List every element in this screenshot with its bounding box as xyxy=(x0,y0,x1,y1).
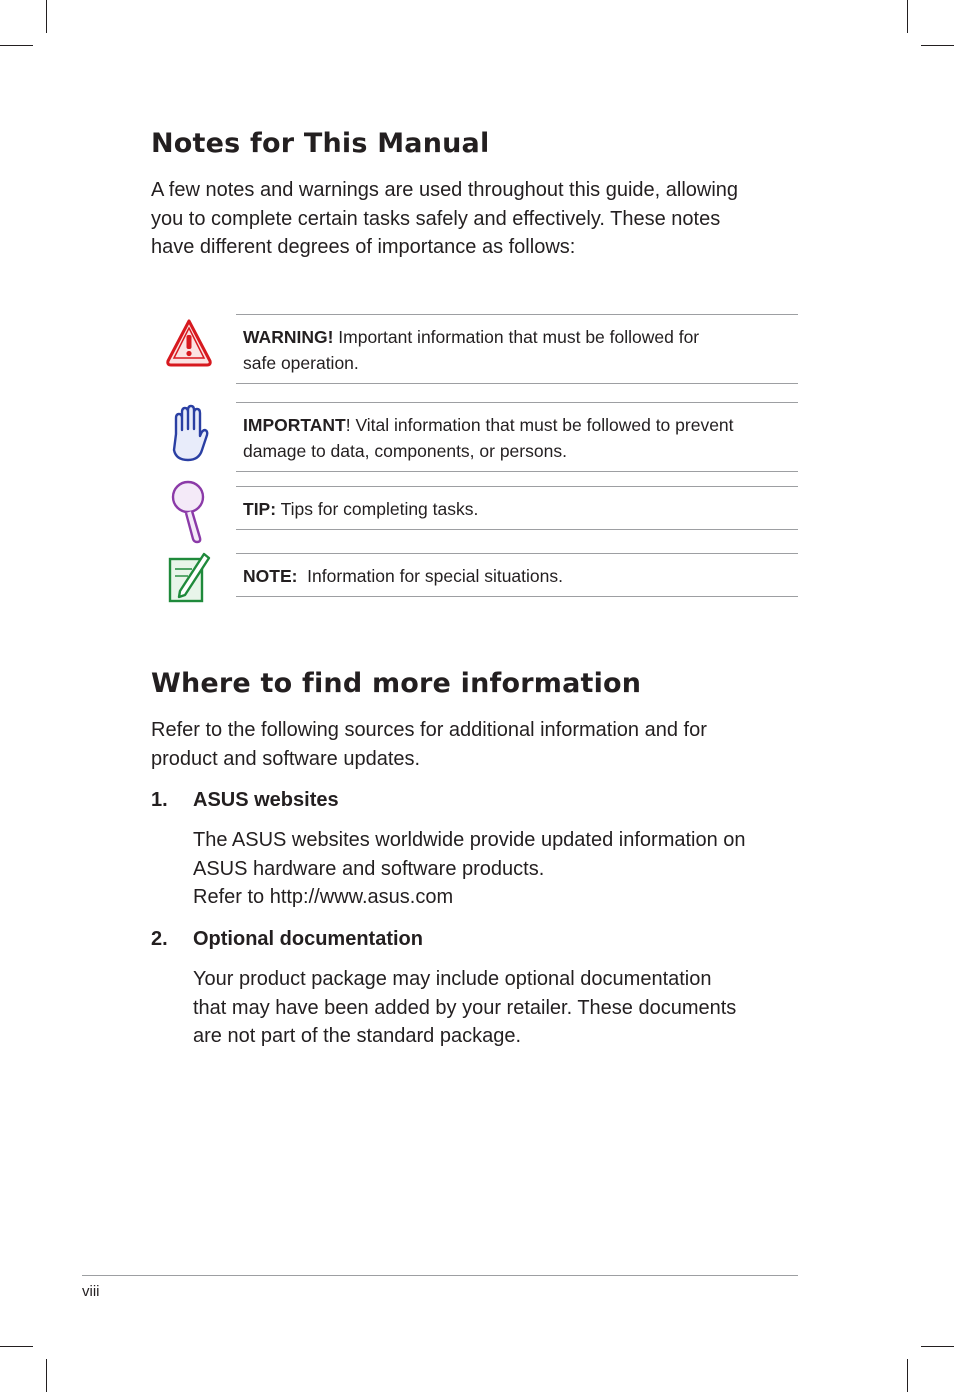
warning-label: WARNING! xyxy=(243,327,334,347)
note-notice xyxy=(150,553,798,597)
divider xyxy=(236,529,798,530)
divider xyxy=(236,553,798,554)
notes-heading: Notes for This Manual xyxy=(151,128,490,159)
crop-mark xyxy=(907,0,908,33)
crop-mark xyxy=(907,1359,908,1392)
asus-website-link[interactable]: Refer to http://www.asus.com xyxy=(193,886,454,908)
crop-mark xyxy=(46,1359,47,1392)
tip-label: TIP: xyxy=(243,499,277,519)
info-intro: Refer to the following sources for additional information and for product and software updates. xyxy=(151,719,707,770)
crop-mark xyxy=(921,45,954,46)
divider xyxy=(236,314,798,315)
warning-triangle-icon xyxy=(164,317,214,374)
important-text: IMPORTANT! Vital information that must be followed to prevent damage to data, components, or persons. xyxy=(243,415,734,461)
crop-mark xyxy=(46,0,47,33)
page-number: viii xyxy=(82,1283,100,1300)
notes-intro: A few notes and warnings are used throughout this guide, allowing you to complete certain tasks safely and effectively. These notes have different degrees of importance as follows: xyxy=(151,179,739,258)
note-text: NOTE: Information for special situations. xyxy=(243,566,563,586)
tip-text: TIP: Tips for completing tasks. xyxy=(243,499,479,519)
note-pen-icon xyxy=(164,551,214,610)
crop-mark xyxy=(0,1346,33,1347)
magnifier-icon xyxy=(164,478,214,549)
stop-hand-icon xyxy=(164,404,214,469)
list-item-body: Your product package may include optional documentation that may have been added by your retailer. These documents are not part of the standard package. xyxy=(193,968,737,1047)
divider xyxy=(236,383,798,384)
crop-mark xyxy=(0,45,33,46)
note-label: NOTE: xyxy=(243,566,298,586)
divider xyxy=(236,486,798,487)
list-item-number: 2. xyxy=(151,928,168,950)
important-notice xyxy=(150,402,798,472)
list-item-body: The ASUS websites worldwide provide updated information on ASUS hardware and software products. Refer to http://www.asus.com xyxy=(193,826,803,912)
warning-notice xyxy=(150,314,798,384)
warning-text: WARNING! Important information that must be followed for safe operation. xyxy=(243,327,700,373)
list-item-title: Optional documentation xyxy=(193,928,423,950)
divider xyxy=(236,402,798,403)
crop-mark xyxy=(921,1346,954,1347)
list-item-title: ASUS websites xyxy=(193,789,339,811)
tip-notice xyxy=(150,486,798,530)
list-item-number: 1. xyxy=(151,789,168,811)
footer-divider xyxy=(82,1275,798,1276)
divider xyxy=(236,596,798,597)
info-heading: Where to find more information xyxy=(151,668,642,699)
divider xyxy=(236,471,798,472)
important-label: IMPORTANT xyxy=(243,415,346,435)
